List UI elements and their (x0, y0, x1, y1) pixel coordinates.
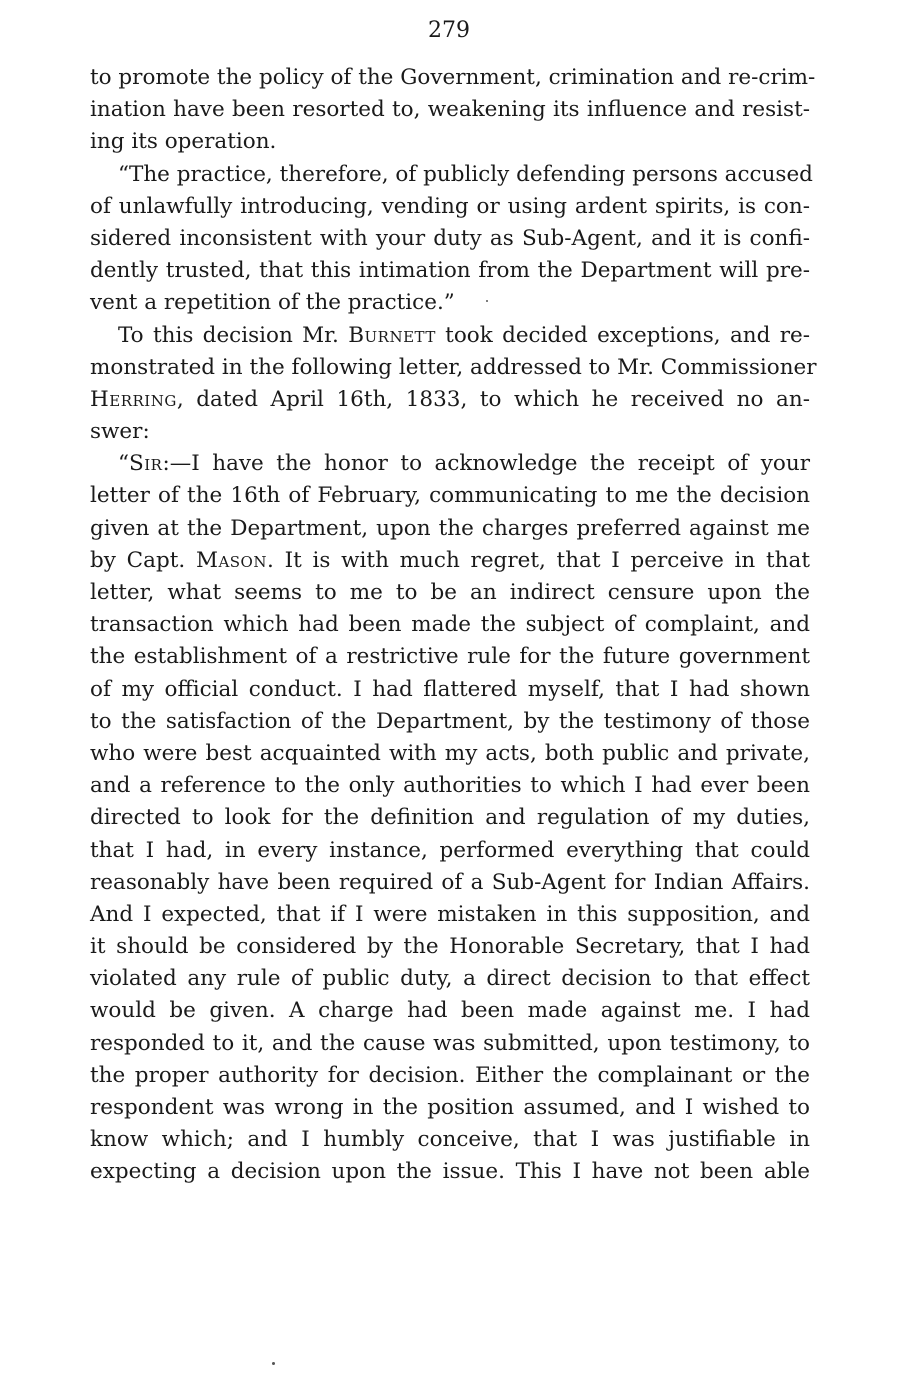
text-line: letter of the 16th of February, communicating to me the decision (90, 483, 810, 509)
text-line: And I expected, that if I were mistaken in this supposition, and (90, 901, 810, 927)
text-line: responded to it, and the cause was submitted, upon testimony, to (90, 1030, 810, 1056)
text-line: given at the Department, upon the charges preferred against me (90, 515, 810, 541)
text-line: violated any rule of public duty, a direct decision to that effect (90, 966, 810, 992)
text-line: dently trusted, that this intimation from the Department will pre- (90, 258, 810, 284)
text-line: know which; and I humbly conceive, that I was justifiable in (90, 1127, 810, 1153)
text-line: of unlawfully introducing, vending or using ardent spirits, is con- (90, 193, 810, 219)
text-line: monstrated in the following letter, addressed to Mr. Commissioner (90, 354, 817, 380)
text-line: that I had, in every instance, performed everything that could (90, 837, 810, 863)
text-line: expecting a decision upon the issue. This I have not been able (90, 1159, 810, 1185)
text-line: swer: (90, 419, 150, 445)
paragraph-4-letter (90, 448, 810, 1188)
print-speck (486, 300, 488, 302)
text-line: would be given. A charge had been made against me. I had (90, 998, 810, 1024)
text-line: transaction which had been made the subject of complaint, and (90, 612, 810, 638)
text-line: it should be considered by the Honorable Secretary, that I had (90, 934, 810, 960)
text-line: letter, what seems to me to be an indirect censure upon the (90, 580, 810, 605)
text-line: ination have been resorted to, weakening its influence and resist- (90, 97, 810, 123)
text-line: by Capt. Mason. It is with much regret, that I perceive in that (90, 547, 810, 573)
text-line: Herring, dated April 16th, 1833, to which he received no an- (90, 386, 810, 412)
body-text (90, 62, 817, 1189)
text-line: to promote the policy of the Government, crimination and re-crim- (90, 65, 816, 90)
paragraph-3 (90, 320, 817, 449)
text-line: “Sir:—I have the honor to acknowledge the receipt of your (118, 451, 810, 477)
text-line: and a reference to the only authorities to which I had ever been (90, 773, 810, 799)
text-line: the establishment of a restrictive rule for the future government (90, 644, 810, 670)
paragraph-1 (90, 62, 816, 159)
text-line: “The practice, therefore, of publicly defending persons accused (118, 161, 813, 187)
paragraph-2 (90, 159, 813, 320)
text-line: vent a repetition of the practice.” (90, 290, 455, 316)
text-line: To this decision Mr. Burnett took decided exceptions, and re- (118, 322, 810, 348)
text-line: who were best acquainted with my acts, both public and private, (90, 740, 810, 766)
text-line: directed to look for the definition and regulation of my duties, (90, 805, 810, 831)
print-speck (272, 1362, 275, 1365)
text-line: of my official conduct. I had flattered myself, that I had shown (90, 676, 810, 702)
text-line: ing its operation. (90, 129, 277, 155)
text-line: to the satisfaction of the Department, by the testimony of those (90, 708, 810, 734)
page-number: 279 (428, 18, 470, 43)
text-line: the proper authority for decision. Either the complainant or the (90, 1062, 810, 1088)
text-line: respondent was wrong in the position assumed, and I wished to (90, 1095, 810, 1120)
text-line: reasonably have been required of a Sub-Agent for Indian Affairs. (90, 869, 810, 895)
text-line: sidered inconsistent with your duty as Sub-Agent, and it is confi- (90, 225, 810, 251)
